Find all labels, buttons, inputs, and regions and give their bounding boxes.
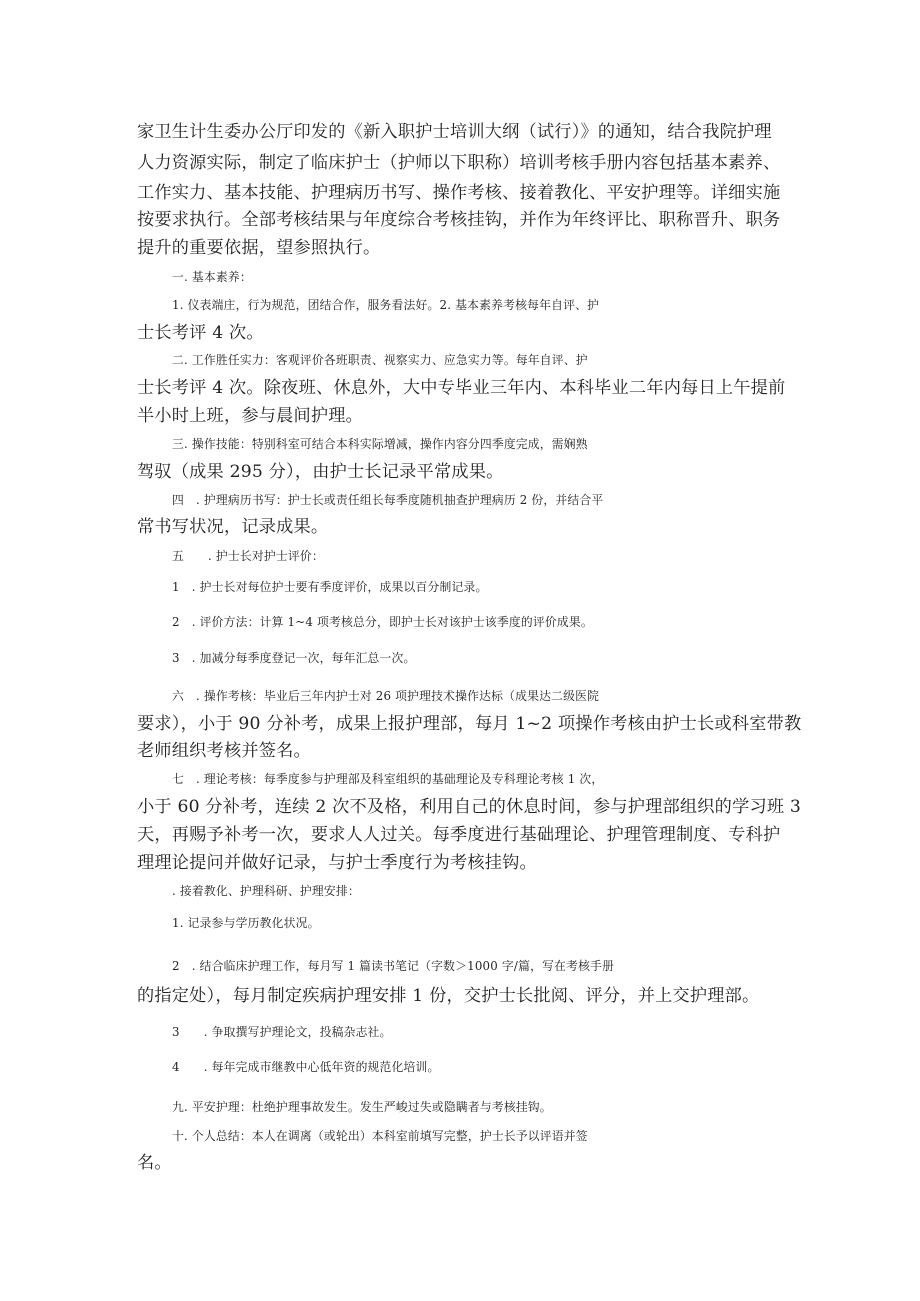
text-line: 家卫生计生委办公厅印发的《新入职护士培训大纲（试行）》的通知，结合我院护理 bbox=[137, 122, 772, 142]
section-heading-3: 三. 操作技能：特别科室可结合本科实际增减，操作内容分四季度完成，需娴熟 bbox=[172, 437, 588, 451]
list-item: 2 . 结合临床护理工作，每月写 1 篇读书笔记（字数＞1000 字/篇，写在考核手册 bbox=[172, 959, 615, 973]
text-line: 按要求执行。全部考核结果与年度综合考核挂钩，并作为年终评比、职称晋升、职务 bbox=[137, 210, 781, 230]
text-line: 的指定处），每月制定疾病护理安排 1 份，交护士长批阅、评分，并上交护理部。 bbox=[137, 986, 760, 1006]
text-line: 人力资源实际，制定了临床护士（护师以下职称）培训考核手册内容包括基本素养、 bbox=[137, 153, 781, 173]
section-heading-6: 六 . 操作考核：毕业后三年内护士对 26 项护理技术操作达标（成果达二级医院 bbox=[172, 689, 600, 703]
section-heading-2: 二. 工作胜任实力：客观评价各班职责、视察实力、应急实力等。每年自评、护 bbox=[172, 353, 588, 367]
list-item: 1 . 护士长对每位护士要有季度评价，成果以百分制记录。 bbox=[172, 580, 488, 594]
text-line: 半小时上班，参与晨间护理。 bbox=[137, 406, 364, 426]
text-line: 天，再赐予补考一次，要求人人过关。每季度进行基础理论、护理管理制度、专科护 bbox=[137, 825, 781, 845]
section-heading-8: . 接着教化、护理科研、护理安排： bbox=[172, 884, 360, 898]
text-line: 名。 bbox=[137, 1153, 172, 1173]
text-line: 驾驭（成果 295 分），由护士长记录平常成果。 bbox=[137, 462, 504, 482]
section-heading-5: 五 . 护士长对护士评价： bbox=[172, 549, 324, 563]
section-heading-4: 四 . 护理病历书写：护士长或责任组长每季度随机抽查护理病历 2 份，并结合平 bbox=[172, 493, 604, 507]
text-line: 士长考评 4 次。 bbox=[137, 323, 264, 343]
text-line: 提升的重要依据，望参照执行。 bbox=[137, 238, 381, 258]
section-heading-1: 一. 基本素养： bbox=[172, 270, 252, 284]
section-heading-9: 九. 平安护理：杜绝护理事故发生。发生严峻过失或隐瞒者与考核挂钩。 bbox=[172, 1100, 552, 1114]
text-line: 常书写状况，记录成果。 bbox=[137, 517, 329, 537]
list-item: 4 . 每年完成市继教中心低年资的规范化培训。 bbox=[172, 1060, 440, 1074]
section-heading-7: 七 . 理论考核：每季度参与护理部及科室组织的基础理论及专科理论考核 1 次， bbox=[172, 772, 604, 786]
text-line: 士长考评 4 次。除夜班、休息外，大中专毕业三年内、本科毕业二年内每日上午提前 bbox=[137, 378, 786, 398]
list-item: 1. 记录参与学历教化状况。 bbox=[172, 916, 320, 930]
text-line: 小于 60 分补考，连续 2 次不及格，利用自己的休息时间，参与护理部组织的学习班 3 bbox=[137, 797, 802, 817]
text-line: 工作实力、基本技能、护理病历书写、操作考核、接着教化、平安护理等。详细实施 bbox=[137, 183, 781, 203]
text-line: 1. 仪表端庄，行为规范，团结合作，服务看法好。2. 基本素养考核每年自评、护 bbox=[172, 298, 600, 312]
text-line: 老师组织考核并签名。 bbox=[137, 741, 311, 761]
list-item: 2 . 评价方法：计算 1~4 项考核总分，即护士长对该护士该季度的评价成果。 bbox=[172, 615, 593, 629]
text-line: 理理论提问并做好记录，与护士季度行为考核挂钩。 bbox=[137, 853, 537, 873]
text-line: 要求），小于 90 分补考，成果上报护理部，每月 1~2 项操作考核由护士长或科室带教 bbox=[137, 714, 802, 734]
list-item: 3 . 加减分每季度登记一次，每年汇总一次。 bbox=[172, 651, 416, 665]
section-heading-10: 十. 个人总结：本人在调离（或轮出）本科室前填写完整，护士长予以评语并签 bbox=[172, 1129, 588, 1143]
list-item: 3 . 争取撰写护理论文，投稿杂志社。 bbox=[172, 1025, 392, 1039]
